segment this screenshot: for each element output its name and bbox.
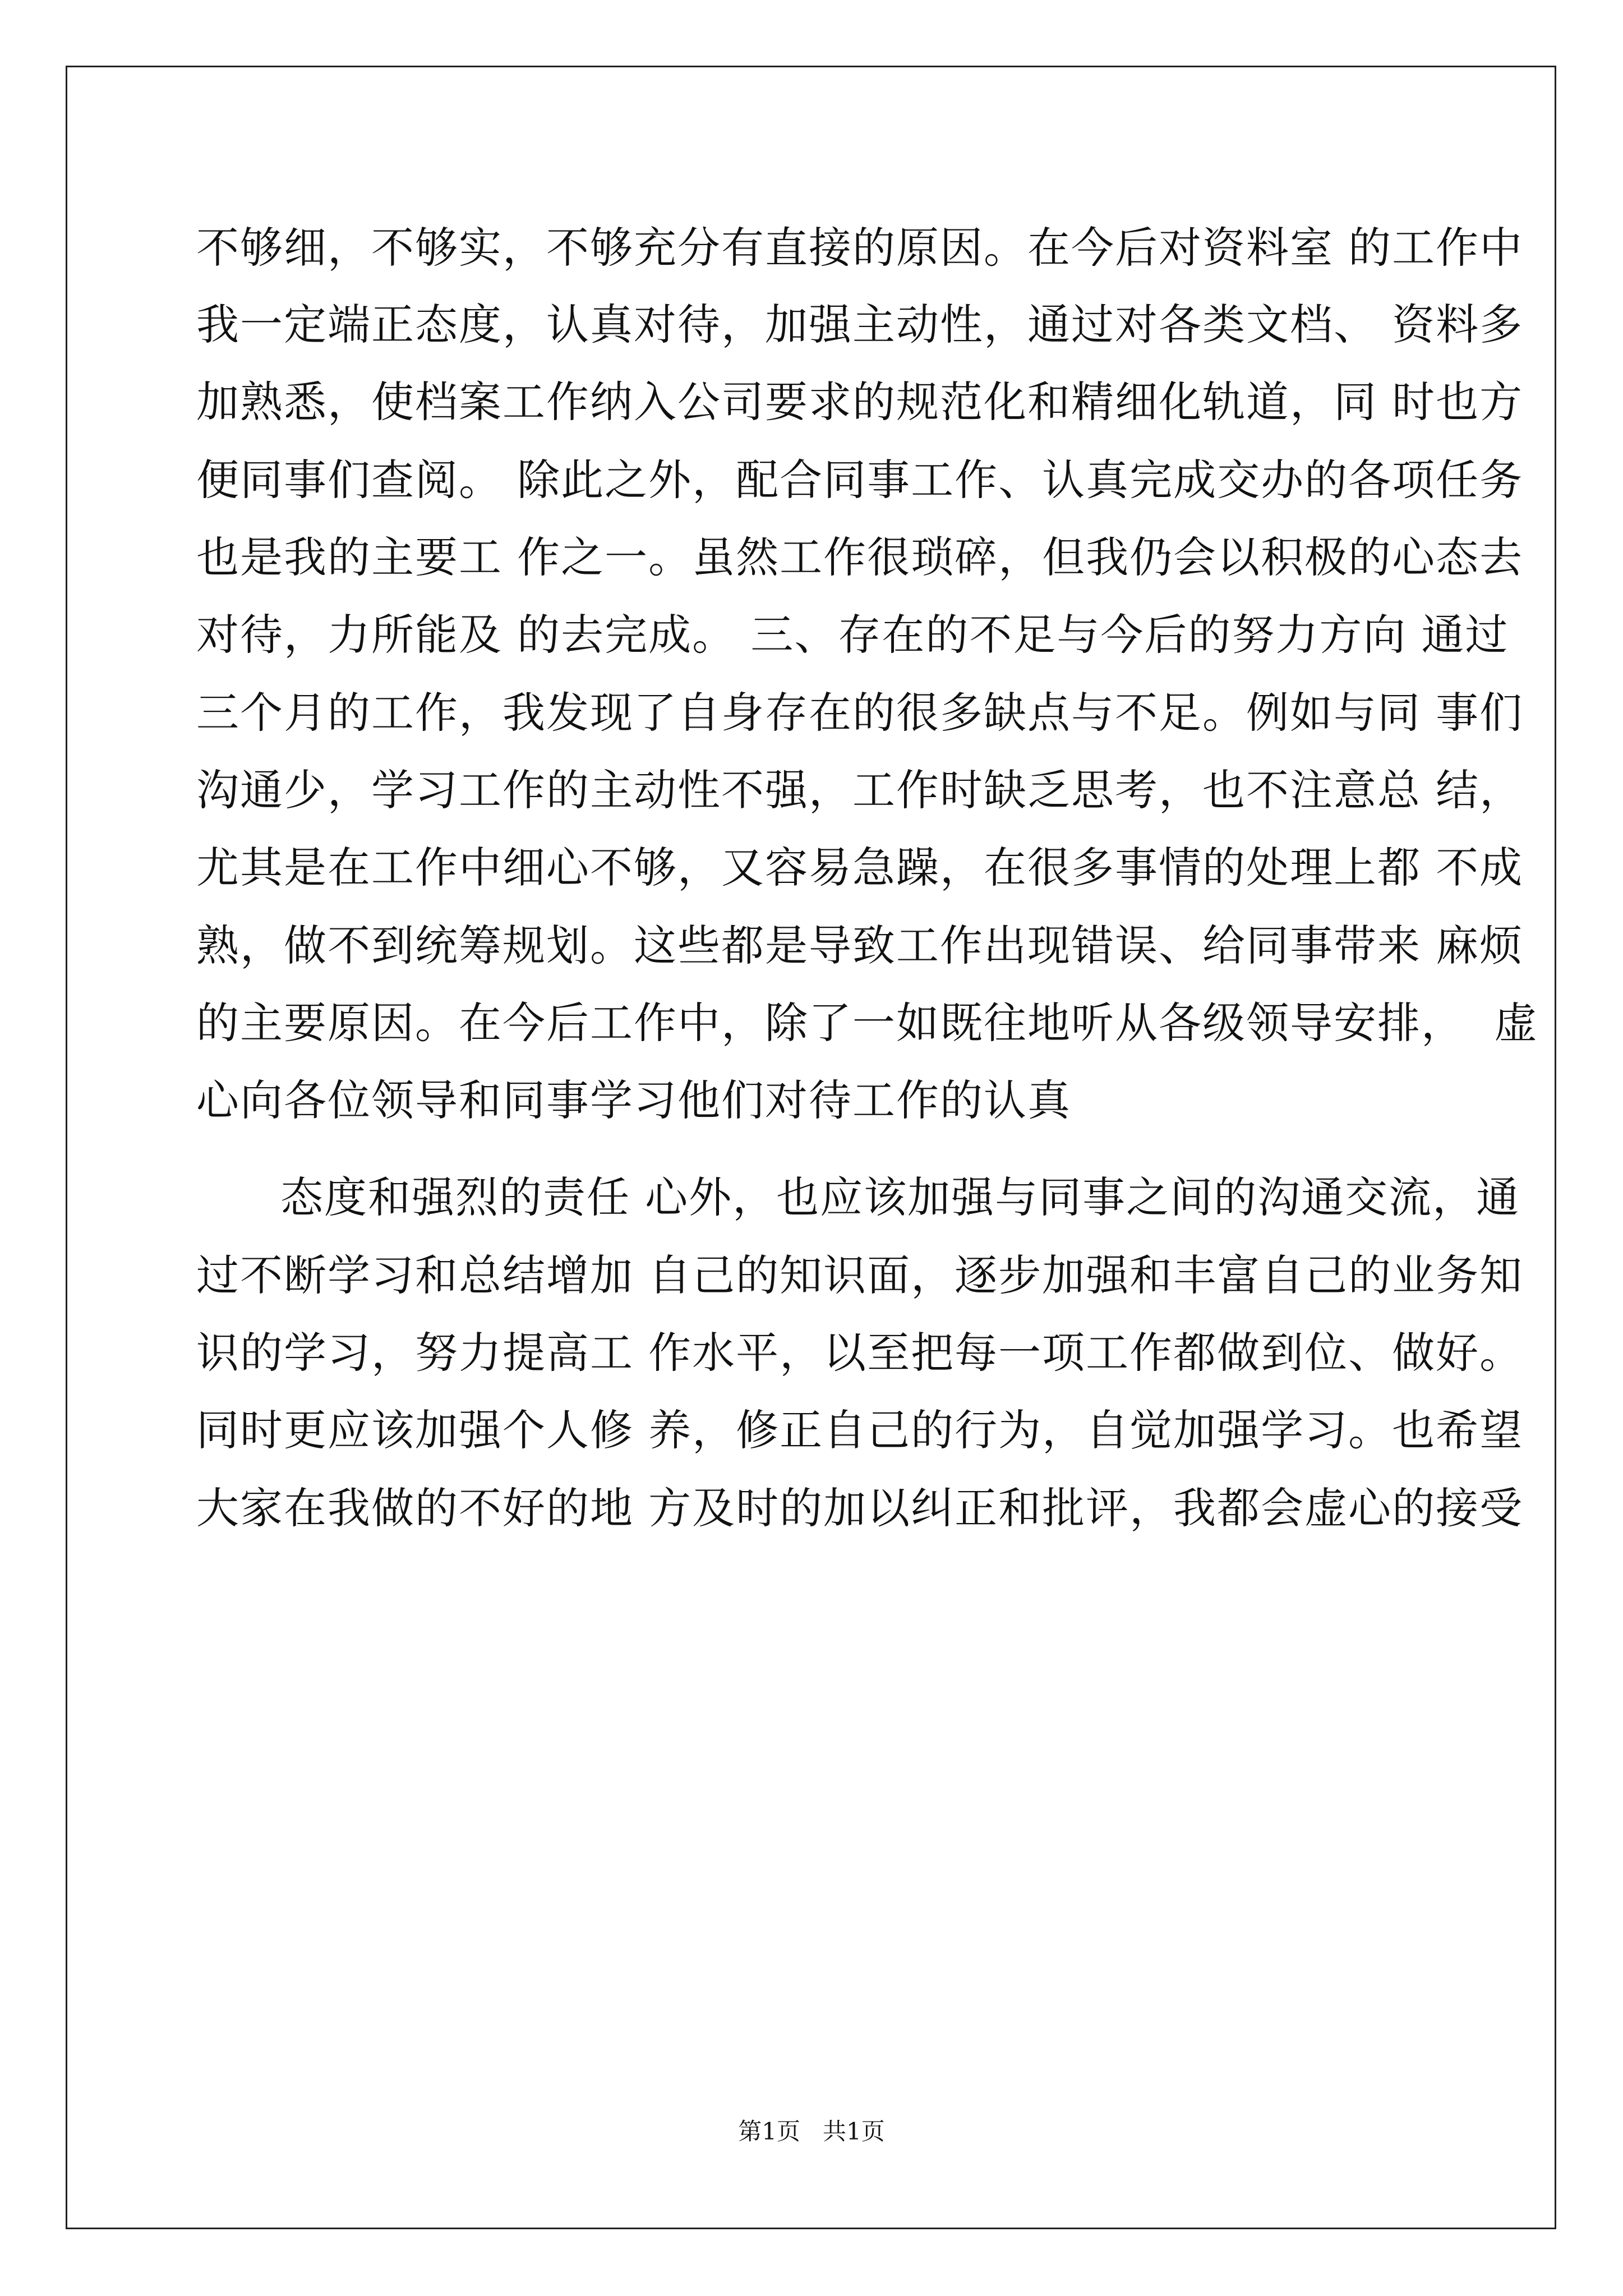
text-line: 心向各位领导和同事学习他们对待工作的认真 — [196, 1075, 1071, 1125]
text-line: 的主要原因。在今后工作中，除了一如既往地听从各级领导安排， 虚 — [196, 998, 1538, 1048]
text-line: 熟，做不到统筹规划。这些都是导致工作出现错误、给同事带来 麻烦 — [196, 921, 1524, 970]
text-line: 同时更应该加强个人修 养，修正自己的行为，自觉加强学习。也希望 — [196, 1405, 1524, 1455]
text-line: 沟通少，学习工作的主动性不强，工作时缺乏思考，也不注意总 结， — [196, 765, 1524, 815]
text-line: 大家在我做的不好的地 方及时的加以纠正和批评，我都会虚心的接受 — [196, 1483, 1524, 1533]
text-line: 我一定端正态度，认真对待，加强主动性，通过对各类文档、 资料多 — [196, 300, 1524, 349]
text-line: 尤其是在工作中细心不够，又容易急躁，在很多事情的处理上都 不成 — [196, 843, 1524, 892]
text-line: 加熟悉，使档案工作纳入公司要求的规范化和精细化轨道，同 时也方 — [196, 377, 1524, 427]
text-line: 也是我的主要工 作之一。虽然工作很琐碎，但我仍会以积极的心态去 — [196, 532, 1524, 582]
text-line: 不够细，不够实，不够充分有直接的原因。在今后对资料室 的工作中 — [196, 223, 1524, 273]
text-line: 三个月的工作，我发现了自身存在的很多缺点与不足。例如与同 事们 — [196, 688, 1524, 738]
text-line: 过不断学习和总结增加 自己的知识面，逐步加强和丰富自己的业务知 — [196, 1250, 1524, 1300]
text-line: 对待，力所能及 的去完成。 三、存在的不足与今后的努力方向 通过 — [196, 610, 1509, 660]
text-line: 便同事们查阅。 除此之外，配合同事工作、认真完成交办的各项任务 — [196, 455, 1524, 505]
page-footer: 第1页 共1页 — [738, 2118, 885, 2145]
paragraph-first-line: 态度和强烈的责任 心外，也应该加强与同事之间的沟通交流，通 — [280, 1172, 1520, 1222]
text-line: 识的学习，努力提高工 作水平，以至把每一项工作都做到位、做好。 — [196, 1328, 1524, 1378]
